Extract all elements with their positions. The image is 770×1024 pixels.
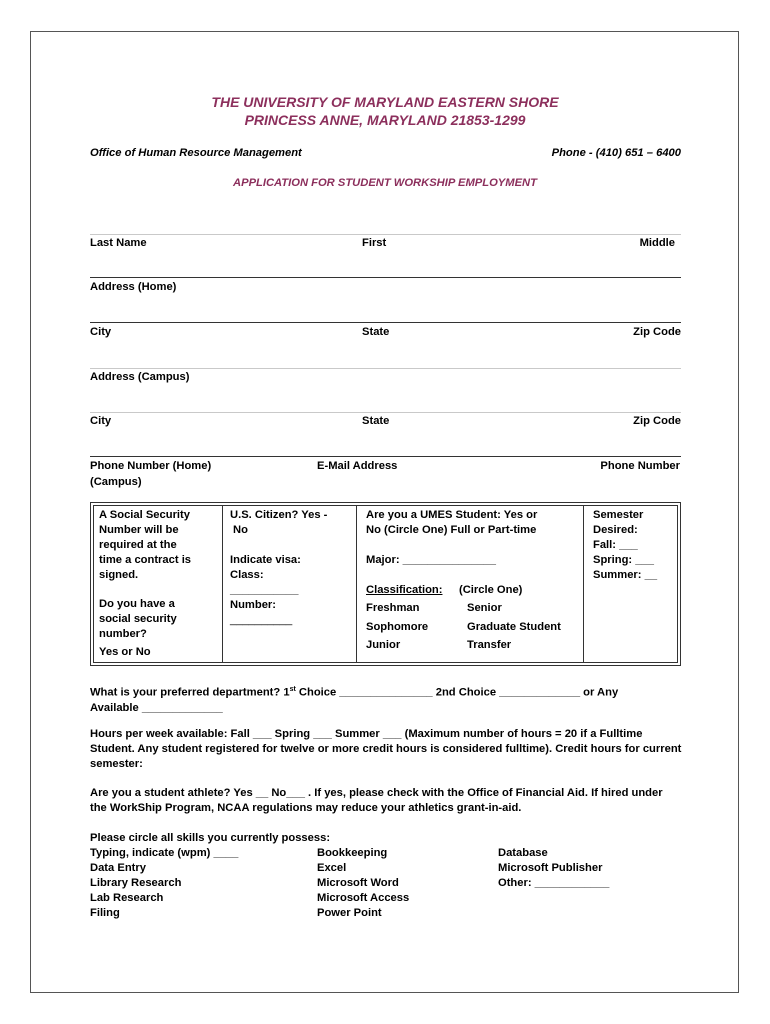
office-name: Office of Human Resource Management xyxy=(90,147,302,159)
skill-item[interactable]: Bookkeeping xyxy=(317,847,388,859)
skill-item[interactable]: Lab Research xyxy=(90,892,164,904)
option-sophomore[interactable]: Sophomore xyxy=(366,621,429,633)
state-campus-label: State xyxy=(362,415,390,427)
option-junior[interactable]: Junior xyxy=(366,639,401,651)
visa-label: Indicate visa: xyxy=(230,554,301,566)
last-name-label: Last Name xyxy=(90,237,147,249)
class-label: Class: xyxy=(230,569,264,581)
skill-item[interactable]: Microsoft Word xyxy=(317,877,399,889)
table-divider xyxy=(356,506,357,662)
skill-item[interactable]: Library Research xyxy=(90,877,182,889)
office-phone: Phone - (410) 651 – 6400 xyxy=(551,147,681,159)
dept-text: What is your preferred department? 1 xyxy=(90,686,290,699)
zip-label: Zip Code xyxy=(633,326,681,338)
city-state-line[interactable] xyxy=(90,322,681,323)
skills-heading: Please circle all skills you currently possess: xyxy=(90,832,331,844)
circle-one-label: (Circle One) xyxy=(459,584,523,596)
summer-field[interactable]: Summer: __ xyxy=(593,569,658,581)
dept-available: Available _____________ xyxy=(90,701,223,714)
skill-item[interactable]: Typing, indicate (wpm) ____ xyxy=(90,847,239,859)
number-label: Number: xyxy=(230,599,276,611)
ssn-question-1: Do you have a xyxy=(99,598,175,610)
address-home-label: Address (Home) xyxy=(90,281,177,293)
address-campus-label: Address (Campus) xyxy=(90,371,190,383)
skill-item[interactable]: Data Entry xyxy=(90,862,146,874)
ssn-note-1: A Social Security xyxy=(99,509,190,521)
skill-item[interactable]: Other: ____________ xyxy=(498,877,610,889)
ssn-question-3: number? xyxy=(99,628,147,640)
state-label: State xyxy=(362,326,390,338)
first-name-label: First xyxy=(362,237,387,249)
classification-label: Classification: xyxy=(366,584,443,596)
citizen-question[interactable]: U.S. Citizen? Yes - xyxy=(230,509,328,521)
dept-text-2: Choice _______________ 2nd Choice _____________ or Any xyxy=(295,686,619,699)
phone-home-label: Phone Number (Home) xyxy=(90,460,212,472)
skill-item[interactable]: Excel xyxy=(317,862,347,874)
umes-question-2[interactable]: No (Circle One) Full or Part-time xyxy=(366,524,537,536)
skill-item[interactable]: Power Point xyxy=(317,907,382,919)
major-field[interactable]: Major: _______________ xyxy=(366,554,497,566)
option-transfer[interactable]: Transfer xyxy=(467,639,512,651)
university-title: THE UNIVERSITY OF MARYLAND EASTERN SHORE xyxy=(211,94,559,110)
option-senior[interactable]: Senior xyxy=(467,602,502,614)
name-line[interactable] xyxy=(90,234,681,235)
skill-item[interactable]: Filing xyxy=(90,907,120,919)
table-divider xyxy=(583,506,584,662)
ssn-note-3: required at the xyxy=(99,539,177,551)
address-home-line[interactable] xyxy=(90,277,681,278)
number-blank[interactable]: __________ xyxy=(230,614,293,626)
ssn-note-4: time a contract is xyxy=(99,554,192,566)
ssn-answer[interactable]: Yes or No xyxy=(99,646,151,658)
option-freshman[interactable]: Freshman xyxy=(366,602,420,614)
zip-campus-label: Zip Code xyxy=(633,415,681,427)
university-address: PRINCESS ANNE, MARYLAND 21853-1299 xyxy=(244,112,526,128)
dept-sup: st xyxy=(289,686,296,693)
skill-item[interactable]: Microsoft Publisher xyxy=(498,862,603,874)
spring-field[interactable]: Spring: ___ xyxy=(593,554,654,566)
class-blank[interactable]: ___________ xyxy=(230,584,299,596)
ssn-note-2: Number will be xyxy=(99,524,179,536)
semester-label: Semester xyxy=(593,509,644,521)
email-label: E-Mail Address xyxy=(317,460,398,472)
city-state-campus-line[interactable] xyxy=(90,412,681,413)
middle-name-label: Middle xyxy=(639,237,675,249)
phone-number-label: Phone Number xyxy=(600,460,680,472)
form-title: APPLICATION FOR STUDENT WORKSHIP EMPLOYMENT xyxy=(233,177,537,189)
hours-question[interactable]: Hours per week available: Fall ___ Spring ___ Summer ___ (Maximum number of hours = 20 if a Fulltime Student. Any student registered for twelve or more credit hours is considered fulltime). Credit hours for current semester: xyxy=(90,728,682,770)
phone-line[interactable] xyxy=(90,456,681,457)
ssn-note-5: signed. xyxy=(99,569,139,581)
address-campus-line[interactable] xyxy=(90,368,681,369)
department-question[interactable] xyxy=(90,682,682,716)
skill-item[interactable]: Microsoft Access xyxy=(317,892,410,904)
option-graduate[interactable]: Graduate Student xyxy=(467,621,561,633)
umes-question[interactable]: Are you a UMES Student: Yes or xyxy=(366,509,538,521)
ssn-question-2: social security xyxy=(99,613,177,625)
skill-item[interactable]: Database xyxy=(498,847,548,859)
table-divider xyxy=(222,506,223,662)
city-label: City xyxy=(90,326,112,338)
citizen-no[interactable]: No xyxy=(233,524,248,536)
athlete-question[interactable]: Are you a student athlete? Yes __ No___ . If yes, please check with the Office of Financial Aid. If hired under the WorkShip Program, NCAA regulations may reduce your athletics grant-in-aid. xyxy=(90,787,663,814)
desired-label: Desired: xyxy=(593,524,638,536)
fall-field[interactable]: Fall: ___ xyxy=(593,539,638,551)
city-campus-label: City xyxy=(90,415,112,427)
campus-label: (Campus) xyxy=(90,476,142,488)
